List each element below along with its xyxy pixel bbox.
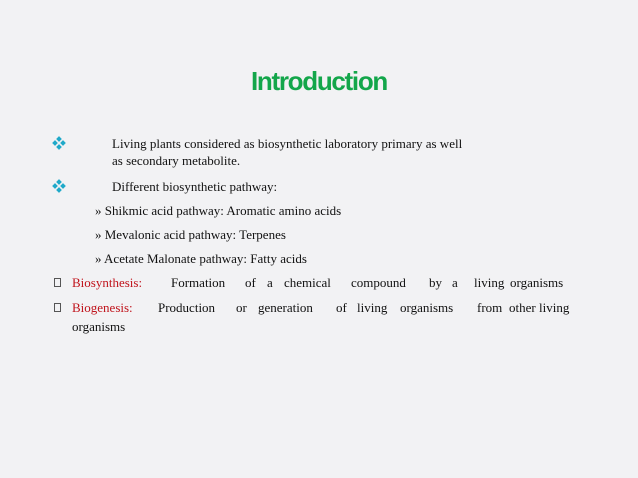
definition-word: organisms bbox=[510, 275, 564, 290]
definition-word: compound bbox=[351, 275, 406, 290]
diamond-bullet-icon bbox=[53, 137, 65, 149]
definition-word: living bbox=[357, 300, 388, 315]
pathway-item-mevalonic: » Mevalonic acid pathway: Terpenes bbox=[95, 227, 286, 242]
definition-word: Production bbox=[158, 300, 216, 315]
checkbox-bullet-icon bbox=[54, 303, 61, 312]
checkbox-bullet-icon bbox=[54, 278, 61, 287]
bullet-text-1: Living plants considered as biosynthetic laboratory primary as well bbox=[112, 136, 463, 151]
definition-word: other bbox=[509, 300, 536, 315]
bullet-text-1-continuation: as secondary metabolite. bbox=[112, 153, 241, 168]
pathway-item-shikimic: » Shikmic acid pathway: Aromatic amino acids bbox=[95, 203, 342, 218]
slide-title: Introduction bbox=[250, 66, 388, 96]
definition-word: organisms bbox=[400, 300, 454, 315]
definition-word: a bbox=[452, 275, 458, 290]
definition-word: from bbox=[477, 300, 503, 315]
definition-word: by bbox=[429, 275, 442, 290]
definition-word: Formation bbox=[171, 275, 226, 290]
definition-word: living bbox=[539, 300, 570, 315]
definition-word: generation bbox=[258, 300, 313, 315]
definition-term: Biogenesis: bbox=[72, 300, 133, 315]
definition-term: Biosynthesis: bbox=[72, 275, 143, 290]
definition-word: or bbox=[236, 300, 247, 315]
definition-biogenesis-continuation: organisms bbox=[72, 319, 126, 334]
pathway-item-acetate-malonate: » Acetate Malonate pathway: Fatty acids bbox=[95, 251, 307, 266]
bullet-text-2: Different biosynthetic pathway: bbox=[112, 179, 278, 194]
definition-word: living bbox=[474, 275, 505, 290]
definition-word: a bbox=[267, 275, 273, 290]
definition-word: chemical bbox=[284, 275, 331, 290]
diamond-bullet-icon bbox=[53, 180, 65, 192]
definition-word: of bbox=[336, 300, 347, 315]
definition-word: of bbox=[245, 275, 256, 290]
